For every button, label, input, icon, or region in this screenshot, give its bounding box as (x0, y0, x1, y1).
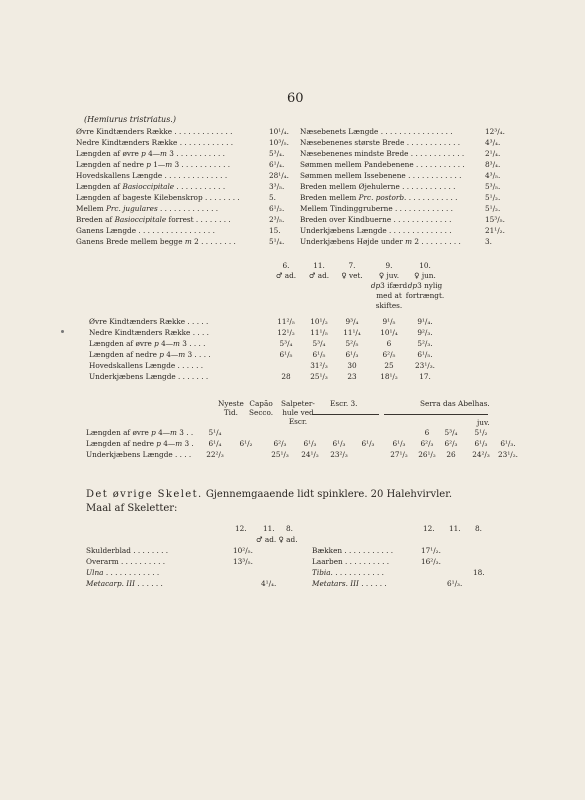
table-cell: 5²/₃. (417, 339, 433, 348)
table-cell: 31²/₃ (310, 361, 328, 370)
measurement-label: Underkjæbens Længde . . . . . . . . . . . . . . (300, 226, 452, 235)
table-row (89, 350, 469, 360)
measurement-row (76, 126, 505, 137)
page-number: 60 (287, 91, 304, 106)
table-cell: 27¹/₂ (390, 450, 408, 459)
row-label: Laarben . . . . . . . . . . (312, 557, 390, 566)
measurement-list (76, 126, 505, 247)
header-line: Escr. (288, 417, 308, 426)
measurement-value: 10¹/₄. (269, 127, 289, 136)
table-cell: 9²/₃. (417, 328, 433, 337)
brace-rule (312, 414, 379, 415)
measurement-row (76, 148, 501, 159)
table-cell: 5³/₄ (444, 428, 458, 437)
table-cell: 6²/₃ (420, 439, 434, 448)
table-cell: 6¹/₃ (474, 439, 488, 448)
table-cell: 30 (347, 361, 357, 370)
table-cell: 9¹/₅ (382, 317, 396, 326)
measurement-row (76, 181, 501, 192)
row-label: Tibia. . . . . . . . . . . . (312, 568, 384, 577)
table-cell: 6²/₅ (382, 350, 396, 359)
measurement-row (76, 203, 501, 214)
table-cell: 25¹/₃ (310, 372, 328, 381)
column-sex-age: ♂ ad. (308, 271, 330, 280)
table-cell: 5³/₄ (279, 339, 293, 348)
row-label: Hovedskallens Længde . . . . . . (89, 361, 204, 370)
brace-rule (384, 414, 488, 415)
row-label: Metatars. III . . . . . . (312, 579, 387, 588)
table-cell: 6²/₃ (444, 439, 458, 448)
measurement-label: Sømmen mellem Issebenene . . . . . . . . . . . . (300, 171, 462, 180)
measurement-label: Nedre Kindtænders Række . . . . . . . . . . . . (76, 138, 234, 147)
column-number: 8. (286, 524, 293, 533)
table-cell: 9¹/₄. (417, 317, 433, 326)
row-label: Nedre Kindtænders Række . . . . (89, 328, 209, 337)
header-line: hule ved (282, 408, 314, 417)
species-header: (Hemiurus tristriatus.) (84, 115, 176, 124)
header-salpeterhule (281, 399, 315, 426)
measurement-label: Næsebenenes største Brede . . . . . . . . . . . . (300, 138, 461, 147)
table-row (86, 578, 506, 589)
measurement-value: 8³/₄. (485, 160, 501, 169)
table-cell: 6²/₃ (273, 439, 287, 448)
measurement-label: Længden af nedre p 1—m 3 . . . . . . . . . . . (76, 160, 231, 169)
table-row (86, 567, 506, 578)
table-row (89, 328, 469, 338)
column-sex-age: ♂ ad. (275, 271, 297, 280)
table-cell: 18¹/₂ (380, 372, 398, 381)
table-cell: 22²/₃ (206, 450, 224, 459)
row-label: Længden af øvre p 4—m 3 . . . . (89, 339, 206, 348)
table-cell: 6 (386, 339, 392, 348)
column-note: dp3 nylig (407, 281, 443, 290)
table-cell: 24¹/₂ (301, 450, 319, 459)
header-line: Capão (249, 399, 273, 408)
table-cell: 6¹/₃ (303, 439, 317, 448)
table-cell: 4¹/₄. (261, 579, 277, 588)
row-label: Underkjæbens Længde . . . . (86, 450, 192, 459)
table-cell: 24²/₃ (472, 450, 490, 459)
measurement-value: 10³/₅. (269, 138, 289, 147)
measurement-value: 5³/₄. (269, 149, 285, 158)
header-line: Escr. 3. (330, 399, 358, 408)
column-sex-age: ♂ ad. ♀ ad. (256, 535, 298, 544)
table-cell: 26¹/₂ (418, 450, 436, 459)
measurement-label: Underkjæbens Højde under m 2 . . . . . . . . . (300, 237, 461, 246)
table-cell: 6¹/₂ (239, 439, 253, 448)
table-cell: 26 (446, 450, 456, 459)
table-cell: 23¹/₃. (415, 361, 435, 370)
skeleton-measure-heading: Maal af Skeletter: (86, 503, 178, 514)
column-note: med at (376, 291, 402, 300)
measurement-value: 5³/₅. (485, 182, 501, 191)
column-number: 8. (475, 524, 482, 533)
table-cell: 6¹/₅ (279, 350, 293, 359)
table-cell: 5¹/₄ (208, 428, 222, 437)
measurement-value: 5. (269, 193, 276, 202)
table-cell: 6¹/₃. (500, 439, 516, 448)
header-juv (477, 418, 490, 427)
measurement-row (76, 170, 501, 181)
table-cell: 6¹/₄ (208, 439, 222, 448)
measurement-value: 3³/₅. (269, 182, 285, 191)
column-number: 12. (423, 524, 435, 533)
measurement-label: Hovedskallens Længde . . . . . . . . . . . . . . (76, 171, 228, 180)
skeleton-paragraph (86, 489, 452, 500)
column-number: 12. (235, 524, 247, 533)
header-escr-3 (330, 399, 357, 408)
table-cell: 18. (473, 568, 485, 577)
table-row (89, 317, 469, 327)
table-row (86, 450, 556, 460)
header-line: Salpeter- (281, 399, 315, 408)
column-note: dp3 ifærd (370, 281, 408, 290)
table-cell: 5²/₅ (345, 339, 359, 348)
measurement-label: Næsebenenes mindste Brede . . . . . . . . . . . . (300, 149, 465, 158)
measurement-value: 3. (485, 237, 492, 246)
measurement-row (76, 236, 496, 247)
table-cell: 12¹/₂ (277, 328, 295, 337)
measurement-value: 6¹/₄. (269, 160, 285, 169)
table-row (86, 428, 556, 438)
measurement-label: Mellem Prc. jugulares . . . . . . . . . . . . . (76, 204, 219, 213)
row-label: Underkjæbens Længde . . . . . . . (89, 372, 209, 381)
measurement-value: 5¹/₄. (269, 237, 285, 246)
column-note: skiftes. (375, 301, 403, 310)
table-cell: 25¹/₃ (271, 450, 289, 459)
table-cell: 10¹/₄ (380, 328, 398, 337)
header-line: Secco. (249, 408, 274, 417)
measurement-value: 2³/₅. (269, 215, 285, 224)
column-number: 9. (385, 261, 393, 270)
measurement-label: Breden mellem Prc. postorb. . . . . . . . . . . . (300, 193, 458, 202)
column-sex-age: ♀ juv. (378, 271, 400, 280)
measurement-row (76, 192, 501, 203)
column-number: 11. (449, 524, 461, 533)
measurement-value: 4³/₅. (485, 171, 501, 180)
measurement-label: Breden over Kindbuerne . . . . . . . . . . . . . (300, 215, 452, 224)
measurement-row (76, 225, 505, 236)
column-number: 11. (263, 524, 275, 533)
table-row (89, 372, 469, 382)
measurement-value: 2¹/₄. (485, 149, 501, 158)
table-row (89, 361, 469, 371)
header-nyeste-tid (218, 399, 244, 417)
table-cell: 6¹/₃ (392, 439, 406, 448)
measurement-value: 15³/₅. (485, 215, 505, 224)
row-label: Ulna . . . . . . . . . . . . (86, 568, 160, 577)
table-cell: 6¹/₃ (345, 350, 359, 359)
header-capao-secco (249, 399, 273, 417)
measurement-value: 15. (269, 226, 281, 235)
column-sex-age: ♀ jun. (414, 271, 436, 280)
column-note: fortrængt. (405, 291, 445, 300)
row-label: Øvre Kindtænders Række . . . . . (89, 317, 209, 326)
measurement-label: Mellem Tindinggruberne . . . . . . . . . . . . . (300, 204, 453, 213)
table-row (86, 439, 556, 449)
table-cell: 11¹/₄ (343, 328, 361, 337)
row-label: Længden af nedre p 4—m 3 . (86, 439, 194, 448)
paragraph-lead: Det øvrige Skelet. (86, 489, 203, 500)
paragraph-text: Gjennemgaaende lidt spinklere. 20 Halehvirvler. (205, 489, 453, 500)
measurement-row (76, 159, 501, 170)
measurement-value: 4³/₄. (485, 138, 501, 147)
column-sex-age: ♀ vet. (341, 271, 363, 280)
row-label: Længden af øvre p 4—m 3 . . (86, 428, 194, 437)
table-row (89, 339, 469, 349)
measurement-label: Længden af Basioccipitale . . . . . . . . . . . (76, 182, 226, 191)
measurement-label: Ganens Længde . . . . . . . . . . . . . . . . . (76, 226, 215, 235)
table-cell: 28 (281, 372, 291, 381)
row-label: Skulderblad . . . . . . . . (86, 546, 169, 555)
table-cell: 6¹/₃. (447, 579, 463, 588)
measurement-value: 12³/₄. (485, 127, 505, 136)
table-cell: 11²/₅ (277, 317, 295, 326)
table-cell: 17. (419, 372, 431, 381)
measurement-value: 28¹/₄. (269, 171, 289, 180)
column-number: 11. (313, 261, 325, 270)
row-label: Metacarp. III . . . . . . (86, 579, 163, 588)
header-line: Tid. (223, 408, 239, 417)
measurement-label: Næsebenets Længde . . . . . . . . . . . . . . . . (300, 127, 453, 136)
row-label: Overarm . . . . . . . . . . (86, 557, 166, 566)
table-cell: 6¹/₅ (312, 350, 326, 359)
table-cell: 11¹/₅ (310, 328, 328, 337)
table-cell: 10²/₅. (233, 546, 253, 555)
table-cell: 17¹/₂. (421, 546, 441, 555)
table-cell: 6¹/₅. (417, 350, 433, 359)
table-cell: 10¹/₂ (310, 317, 328, 326)
measurement-row (76, 137, 501, 148)
table-cell: 9³/₄ (345, 317, 359, 326)
table-cell: 23¹/₂. (498, 450, 518, 459)
row-label: Bækken . . . . . . . . . . . (312, 546, 394, 555)
header-line: juv. (477, 418, 490, 427)
row-label: Længden af nedre p 4—m 3 . . . . (89, 350, 211, 359)
table-cell: 6¹/₃ (332, 439, 346, 448)
table-cell: 5³/₄ (312, 339, 326, 348)
measurement-row (76, 214, 505, 225)
table-cell: 5¹/₂ (474, 428, 488, 437)
table-cell: 6 (424, 428, 430, 437)
column-number: 6. (282, 261, 290, 270)
measurement-label: Øvre Kindtænders Række . . . . . . . . . . . . . (76, 127, 233, 136)
measurement-label: Breden mellem Øjehulerne . . . . . . . . . . . . (300, 182, 456, 191)
column-header (403, 261, 447, 301)
measurement-label: Ganens Brede mellem begge m 2 . . . . . . . . (76, 237, 236, 246)
header-serra-das-abelhas (420, 399, 490, 408)
column-number: 7. (348, 261, 356, 270)
measurement-value: 21¹/₂. (485, 226, 505, 235)
table-cell: 23 (347, 372, 357, 381)
table-cell: 25 (384, 361, 394, 370)
header-line: Nyeste (218, 399, 244, 408)
measurement-value: 5¹/₂. (485, 193, 501, 202)
measurement-label: Sømmen mellem Pandebenene . . . . . . . . . . . (300, 160, 465, 169)
table-row (86, 556, 506, 567)
table-cell: 23²/₃ (330, 450, 348, 459)
measurement-label: Længden af øvre p 4—m 3 . . . . . . . . . . . (76, 149, 225, 158)
header-line: Serra das Abelhas. (420, 399, 490, 408)
measurement-value: 6¹/₂. (269, 204, 285, 213)
table-cell: 13³/₅. (233, 557, 253, 566)
measurement-label: Længden af bageste Kilebenskrop . . . . . . . . (76, 193, 240, 202)
table-row (86, 545, 506, 556)
table-cell: 6¹/₃ (361, 439, 375, 448)
table-cell: 16²/₃. (421, 557, 441, 566)
column-number: 10. (419, 261, 431, 270)
measurement-value: 5¹/₂. (485, 204, 501, 213)
measurement-label: Breden af Basioccipitale forrest . . . . . . . . (76, 215, 231, 224)
margin-dot (61, 330, 64, 333)
